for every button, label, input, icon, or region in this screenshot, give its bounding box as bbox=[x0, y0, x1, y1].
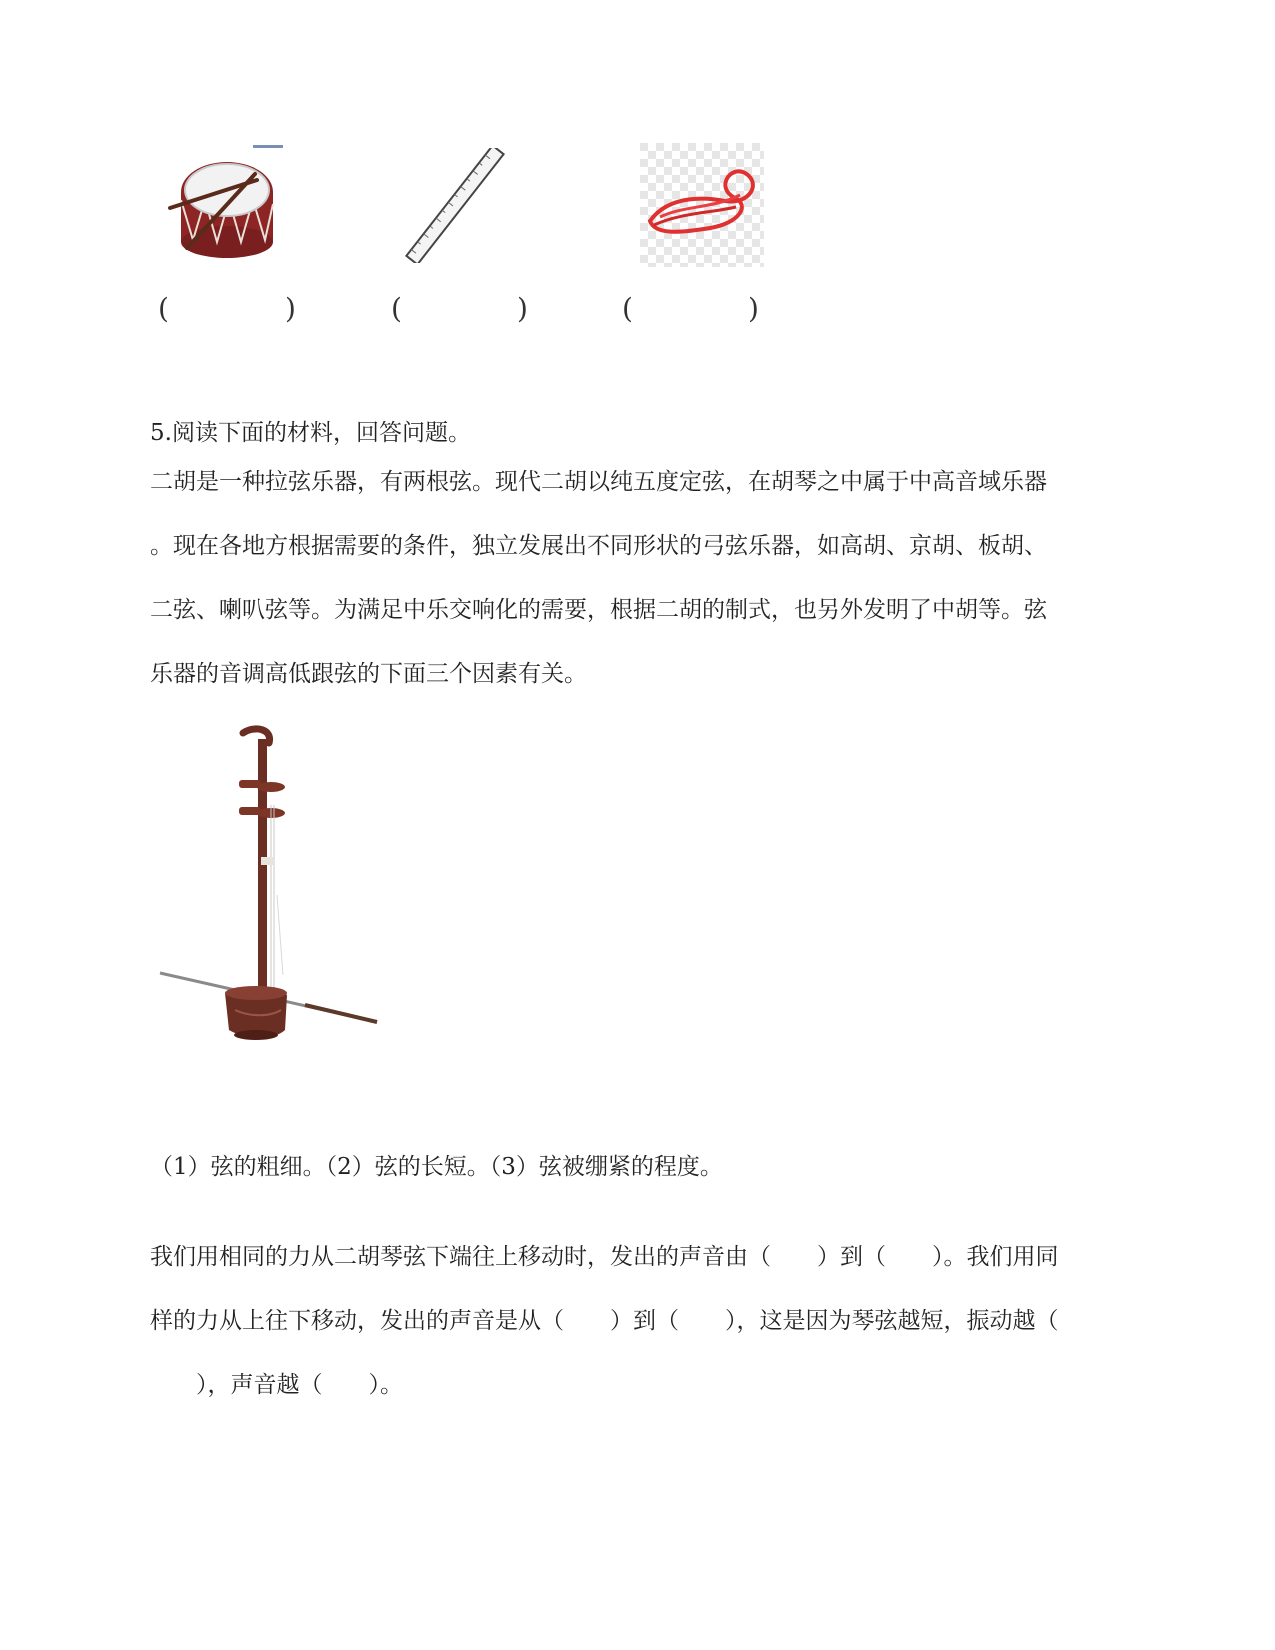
bracket-open-1: ( bbox=[158, 292, 169, 325]
bracket-close-3: ) bbox=[748, 292, 759, 325]
bracket-open-2: ( bbox=[391, 292, 402, 325]
drum-image bbox=[165, 140, 295, 265]
paragraph-line: 乐器的音调高低跟弦的下面三个因素有关。 bbox=[150, 661, 587, 687]
answer-line: 样的力从上往下移动，发出的声音是从（ ）到（ ），这是因为琴弦越短，振动越（ bbox=[150, 1308, 1059, 1334]
bracket-close-1: ) bbox=[285, 292, 296, 325]
bracket-close-2: ) bbox=[517, 292, 528, 325]
paragraph-line: 二弦、喇叭弦等。为满足中乐交响化的需要，根据二胡的制式，也另外发明了中胡等。弦 bbox=[150, 597, 1047, 623]
ruler-image bbox=[405, 148, 505, 263]
rubber-band-image bbox=[640, 143, 764, 267]
answer-blanks-paragraph bbox=[150, 1225, 1125, 1417]
reading-paragraph bbox=[150, 450, 1130, 706]
answer-line: 我们用相同的力从二胡琴弦下端往上移动时，发出的声音由（ ）到（ ）。我们用同 bbox=[150, 1244, 1059, 1270]
question-title: 5.阅读下面的材料，回答问题。 bbox=[150, 420, 471, 446]
factors-list: （1）弦的粗细。（2）弦的长短。（3）弦被绷紧的程度。 bbox=[150, 1154, 723, 1180]
paragraph-line: 。现在各地方根据需要的条件，独立发展出不同形状的弓弦乐器，如高胡、京胡、板胡、 bbox=[150, 533, 1047, 559]
bracket-open-3: ( bbox=[622, 292, 633, 325]
answer-line: ），声音越（ ）。 bbox=[150, 1372, 403, 1398]
erhu-image bbox=[155, 725, 385, 1050]
paragraph-line: 二胡是一种拉弦乐器，有两根弦。现代二胡以纯五度定弦，在胡琴之中属于中高音域乐器 bbox=[150, 469, 1047, 495]
